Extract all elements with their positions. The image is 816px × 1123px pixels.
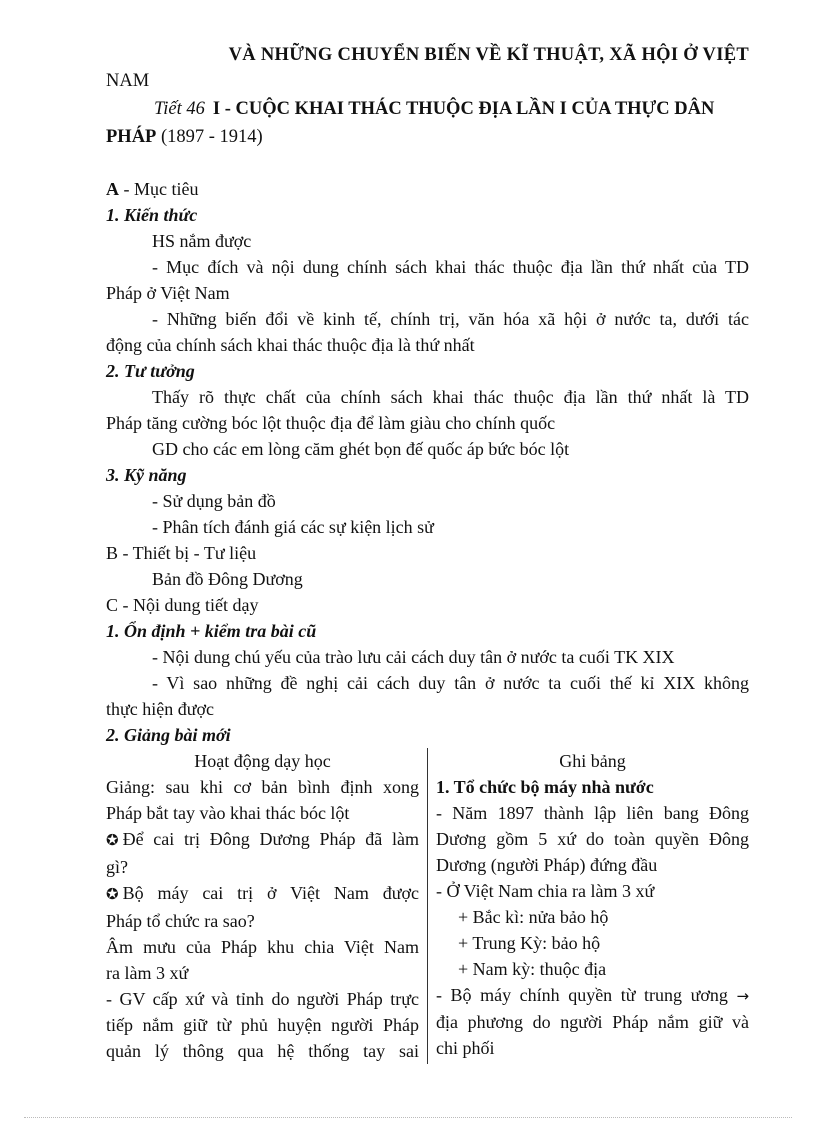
right-line-1: 1. Tổ chức bộ máy nhà nước (436, 777, 654, 797)
left-line-2: Pháp bắt tay vào khai thác bóc lột (106, 803, 350, 823)
board-notes-header: Ghi bảng (559, 751, 626, 771)
left-line-9: - GV cấp xứ và tỉnh do người Pháp trực (106, 989, 419, 1009)
left-line-8: ra làm 3 xứ (106, 963, 189, 983)
lesson-title (106, 96, 749, 122)
left-line-4: gì? (106, 857, 128, 877)
lesson-title-b: PHÁP (106, 127, 157, 147)
chapter-title-cont: NAM (106, 71, 150, 91)
left-line-3: ✪ Để cai trị Đông Dương Pháp đã làm (106, 829, 419, 849)
knowledge-item-1b: Pháp ở Việt Nam (106, 283, 230, 303)
lesson-title-a: I - CUỘC KHAI THÁC THUỘC ĐỊA LẦN I CỦA THỰC DÂN (212, 99, 715, 119)
attitude-item-1a: Thấy rõ thực chất của chính sách khai thác thuộc địa lần thứ nhất là TD (152, 387, 749, 407)
attitude-item-1b: Pháp tăng cường bóc lột thuộc địa để làm giàu cho chính quốc (106, 413, 556, 433)
section-a-letter: A (106, 179, 119, 199)
left-line-1: Giảng: sau khi cơ bản bình định xong (106, 777, 419, 797)
right-line-6: + Bắc kì: nửa bảo hộ (458, 907, 609, 927)
document-page (106, 38, 749, 1064)
right-line-2: - Năm 1897 thành lập liên bang Đông (436, 803, 749, 823)
section-b-heading: B - Thiết bị - Tư liệu (106, 543, 257, 563)
section-a-label: - Mục tiêu (119, 179, 199, 199)
right-line-4: Dương (người Pháp) đứng đầu (436, 855, 658, 875)
chapter-title-line1: VÀ NHỮNG CHUYỂN BIẾN VỀ KĨ THUẬT, XÃ HỘI Ở VIỆT (228, 45, 749, 65)
chapter-title (106, 42, 749, 68)
left-line-6: Pháp tổ chức ra sao? (106, 911, 255, 931)
right-line-8: + Nam kỳ: thuộc địa (458, 959, 607, 979)
lesson-number: Tiết 46 (154, 99, 205, 119)
arrow-right-icon: → (736, 987, 750, 1005)
spacer (106, 150, 749, 176)
left-line-11: quản lý thông qua hệ thống tay sai (106, 1041, 419, 1061)
skills-heading: 3. Kỹ năng (106, 465, 187, 485)
knowledge-item-2b: động của chính sách khai thác thuộc địa là thứ nhất (106, 335, 475, 355)
section-a-heading (106, 176, 749, 202)
left-line-10: tiếp nắm giữ từ phủ huyện người Pháp (106, 1015, 419, 1035)
attitude-item-2: GD cho các em lòng căm ghét bọn đế quốc áp bức bóc lột (152, 439, 570, 459)
left-line-7: Âm mưu của Pháp khu chia Việt Nam (106, 937, 419, 957)
right-line-3: Dương gồm 5 xứ do toàn quyền Đông (436, 829, 749, 849)
board-notes-column (427, 748, 749, 1064)
teaching-activities-column (106, 748, 427, 1064)
attitude-heading: 2. Tư tưởng (106, 361, 195, 381)
review-question-1: - Nội dung chú yếu của trào lưu cải cách duy tân ở nước ta cuối TK XIX (152, 647, 675, 667)
page-bottom-rule (24, 1117, 792, 1118)
skills-item-2: - Phân tích đánh giá các sự kiện lịch sử (152, 517, 434, 537)
right-line-7: + Trung Kỳ: bảo hộ (458, 933, 601, 953)
new-lesson-heading: 2. Giảng bài mới (106, 725, 231, 745)
right-line-11: chi phối (436, 1038, 495, 1058)
skills-item-1: - Sử dụng bản đồ (152, 491, 276, 511)
knowledge-item-2a: - Những biến đổi về kinh tế, chính trị, văn hóa xã hội ở nước ta, dưới tác (152, 309, 749, 329)
review-heading: 1. Ổn định + kiểm tra bài cũ (106, 621, 317, 641)
review-question-2b: thực hiện được (106, 699, 214, 719)
teaching-activities-header: Hoạt động dạy học (194, 751, 331, 771)
right-line-9: - Bộ máy chính quyền từ trung ương → (436, 985, 750, 1005)
lesson-title-line2 (106, 124, 749, 150)
left-line-5: ✪ Bộ máy cai trị ở Việt Nam được (106, 883, 419, 903)
knowledge-item-1a: - Mục đích và nội dung chính sách khai thác thuộc địa lần thứ nhất của TD (152, 257, 749, 277)
right-line-5: - Ở Việt Nam chia ra làm 3 xứ (436, 881, 655, 901)
knowledge-intro: HS nắm được (152, 231, 252, 251)
star-bullet-icon: ✪ (106, 887, 119, 903)
star-bullet-icon: ✪ (106, 833, 119, 849)
review-question-2a: - Vì sao những đề nghị cải cách duy tân ở nước ta cuối thế kỉ XIX không (152, 673, 749, 693)
equipment-item: Bản đồ Đông Dương (152, 569, 303, 589)
right-line-10: địa phương do người Pháp nắm giữ và (436, 1012, 749, 1032)
lesson-table (106, 748, 749, 1064)
section-c-heading: C - Nội dung tiết dạy (106, 595, 259, 615)
lesson-years: (1897 - 1914) (160, 127, 263, 147)
knowledge-heading: 1. Kiến thức (106, 205, 198, 225)
